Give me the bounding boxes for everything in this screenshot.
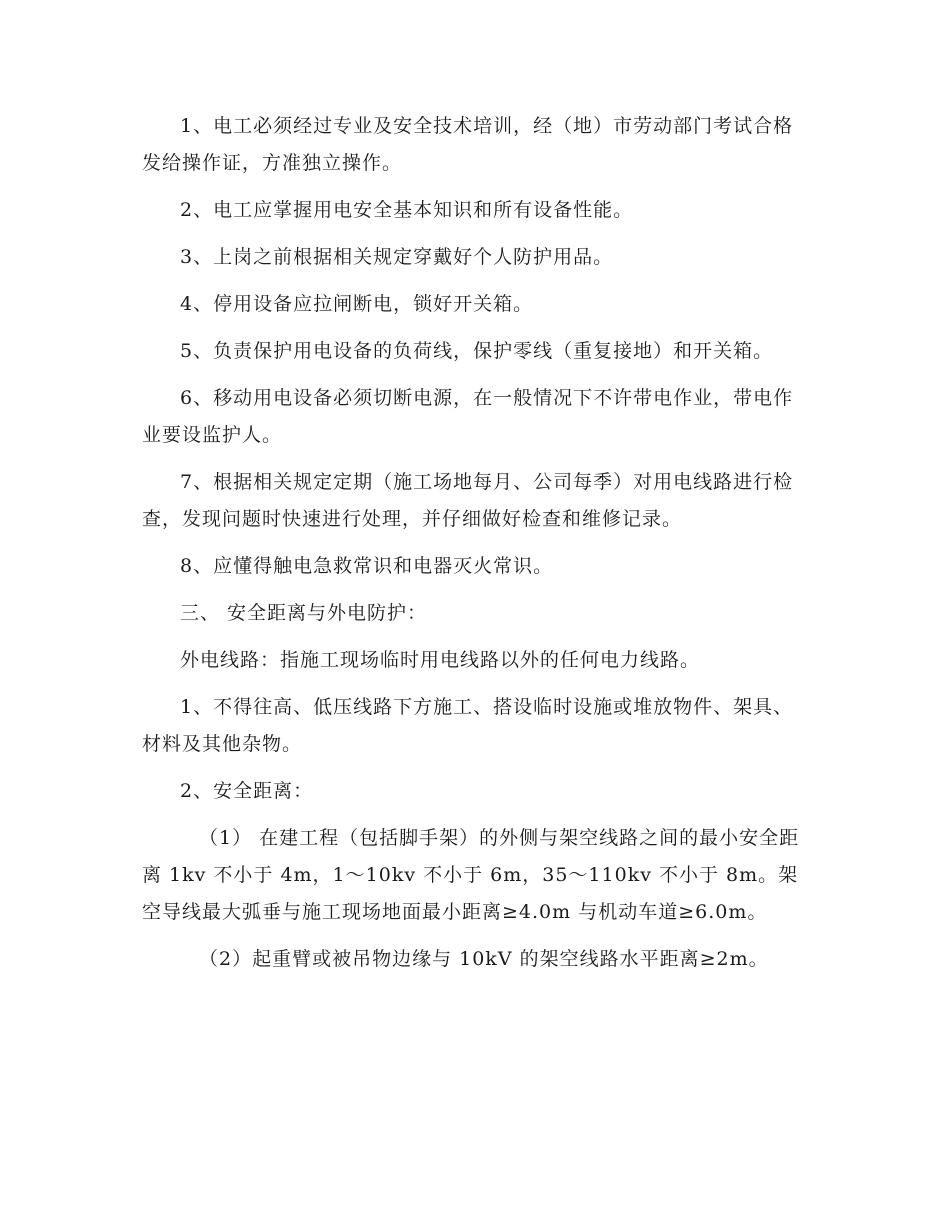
paragraph-item-8: 8、应懂得触电急救常识和电器灭火常识。 [180,555,554,577]
paragraph-item-1: 1、电工必须经过专业及安全技术培训，经（地）市劳动部门考试合格发给操作证，方准独立操作。 [142,115,794,174]
paragraph-item-5: 5、负责保护用电设备的负荷线，保护零线（重复接地）和开关箱。 [180,340,774,362]
paragraph-item-4: 4、停用设备应拉闸断电，锁好开关箱。 [180,293,534,315]
paragraph-item-2: 2、电工应掌握用电安全基本知识和所有设备性能。 [180,199,634,221]
paragraph-item-7: 7、根据相关规定定期（施工场地每月、公司每季）对用电线路进行检查，发现问题时快速进行处理，并仔细做好检查和维修记录。 [142,471,794,530]
section-heading: 三、 安全距离与外电防护： [180,602,428,624]
paragraph-item-6: 6、移动用电设备必须切断电源，在一般情况下不许带电作业，带电作业要设监护人。 [142,387,794,446]
rule-item-2: 2、安全距离： [180,780,314,802]
document-body [142,108,808,988]
paragraph-item-3: 3、上岗之前根据相关规定穿戴好个人防护用品。 [180,246,614,268]
sub-item-2: （2）起重臂或被吊物边缘与 10kV 的架空线路水平距离≥2m。 [199,948,769,970]
sub-item-1: （1） 在建工程（包括脚手架）的外侧与架空线路之间的最小安全距离 1kv 不小于 4m，1～10kv 不小于 6m，35～110kv 不小于 8m。架空导线最大弧垂与施工现场地面最小距离≥4.0m 与机动车道≥6.0m。 [142,827,800,923]
rule-item-1: 1、不得往高、低压线路下方施工、搭设临时设施或堆放物件、架具、材料及其他杂物。 [142,696,794,755]
definition-paragraph: 外电线路：指施工现场临时用电线路以外的任何电力线路。 [180,649,701,671]
